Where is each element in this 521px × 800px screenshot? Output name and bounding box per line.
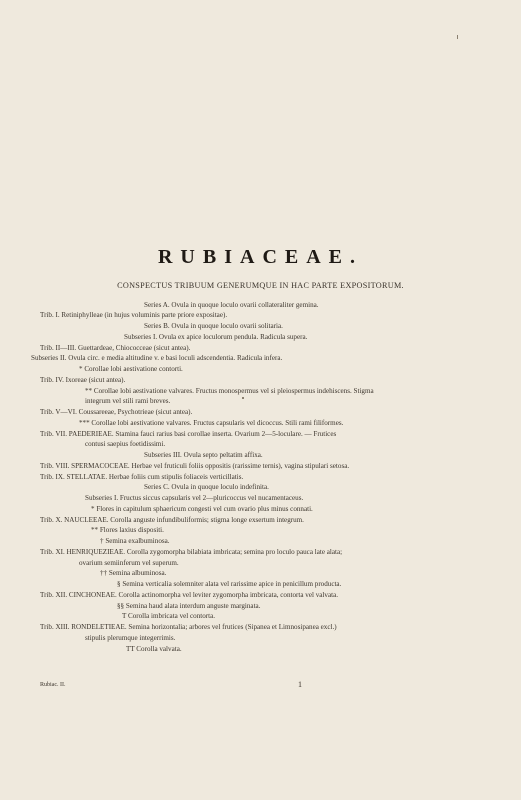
text-line: ovarium semiinferum vel superum. [79,559,179,567]
footer-label: Rubiac. II. [40,682,66,688]
text-line: Trib. II—III. Guettardeae, Chiococceae (sicut antea). [40,344,191,352]
text-line: Series B. Ovula in quoque loculo ovarii solitaria. [144,322,283,330]
text-line: Subseries I. Ovula ex apice loculorum pendula. Radicula supera. [124,333,308,341]
text-line: Subseries I. Fructus siccus capsularis vel 2—pluricoccus vel nucamentaceus. [85,494,304,502]
text-line: †† Semina albuminosa. [100,569,167,577]
text-line: Trib. V—VI. Coussareeae, Psychotrieae (sicut antea). [40,408,193,416]
text-line: Subseries II. Ovula circ. e media altitudine v. e basi loculi adscendentia. Radicula infera. [31,354,283,362]
text-line: stipulis plerumque integerrimis. [85,634,176,642]
text-line: contusi saepius foetidissimi. [85,440,166,448]
page-subtitle: CONSPECTUS TRIBUUM GENERUMQUE IN HAC PARTE EXPOSITORUM. [117,281,404,290]
text-line: Subseries III. Ovula septo peltatim affixa. [144,451,263,459]
text-line: Trib. VII. PAEDERIEAE. Stamina fauci rarius basi corollae inserta. Ovarium 2—5-loculare. — Frutices [40,430,337,438]
text-line: Trib. IX. STELLATAE. Herbae foliis cum stipulis foliaceis verticillatis. [40,473,244,481]
text-line: Trib. IV. Ixoreae (sicut antea). [40,376,126,384]
page-title: RUBIACEAE. [157,246,364,268]
text-line: ** Corollae lobi aestivatione valvares. Fructus monospermus vel si pleiospermus indehiscens. Stigma [85,387,374,395]
text-line: Trib. XI. HENRIQUEZIEAE. Corolla zygomorpha bilabiata imbricata; semina pro loculo pauca late alata; [40,548,343,556]
text-line: integrum vel stili rami breves. [85,397,171,405]
text-line: Trib. XII. CINCHONEAE. Corolla actinomorpha vel leviter zygomorpha imbricata, contorta vel valvata. [40,591,338,599]
text-line: * Flores in capitulum sphaericum congesti vel cum ovario plus minus connati. [91,505,313,513]
text-line: § Semina verticalia solemniter alata vel rarissime apice in penicillum producta. [117,580,342,588]
text-line: TT Corolla valvata. [126,645,182,653]
text-line: *** Corollae lobi aestivatione valvares. Fructus capsularis vel dicoccus. Stili rami filiformes. [79,419,344,427]
text-line: † Semina exalbuminosa. [100,537,170,545]
text-line: §§ Semina haud alata interdum anguste marginata. [117,602,261,610]
text-line: Trib. XIII. RONDELETIEAE. Semina horizontalia; arbores vel frutices (Sipanea et Limnosipanea excl.) [40,623,337,631]
text-line: T Corolla imbricata vel contorta. [122,612,216,620]
text-line: Trib. I. Retiniphylleae (in hujus voluminis parte priore expositae). [40,311,228,319]
speck [242,397,244,399]
text-line: Series C. Ovula in quoque loculo indefinita. [144,483,269,491]
text-line: Trib. VIII. SPERMACOCEAE. Herbae vel fruticuli foliis oppositis (rarissime ternis), vagina stipulari setosa. [40,462,350,470]
text-line: Trib. X. NAUCLEEAE. Corolla anguste infundibuliformis; stigma longe exsertum integrum. [40,516,304,524]
text-line: * Corollae lobi aestivatione contorti. [79,365,183,373]
margin-mark [457,35,458,39]
text-line: Series A. Ovula in quoque loculo ovarii collateraliter gemina. [144,301,319,309]
page-number: 1 [298,680,302,689]
text-line: ** Flores laxius dispositi. [91,526,164,534]
